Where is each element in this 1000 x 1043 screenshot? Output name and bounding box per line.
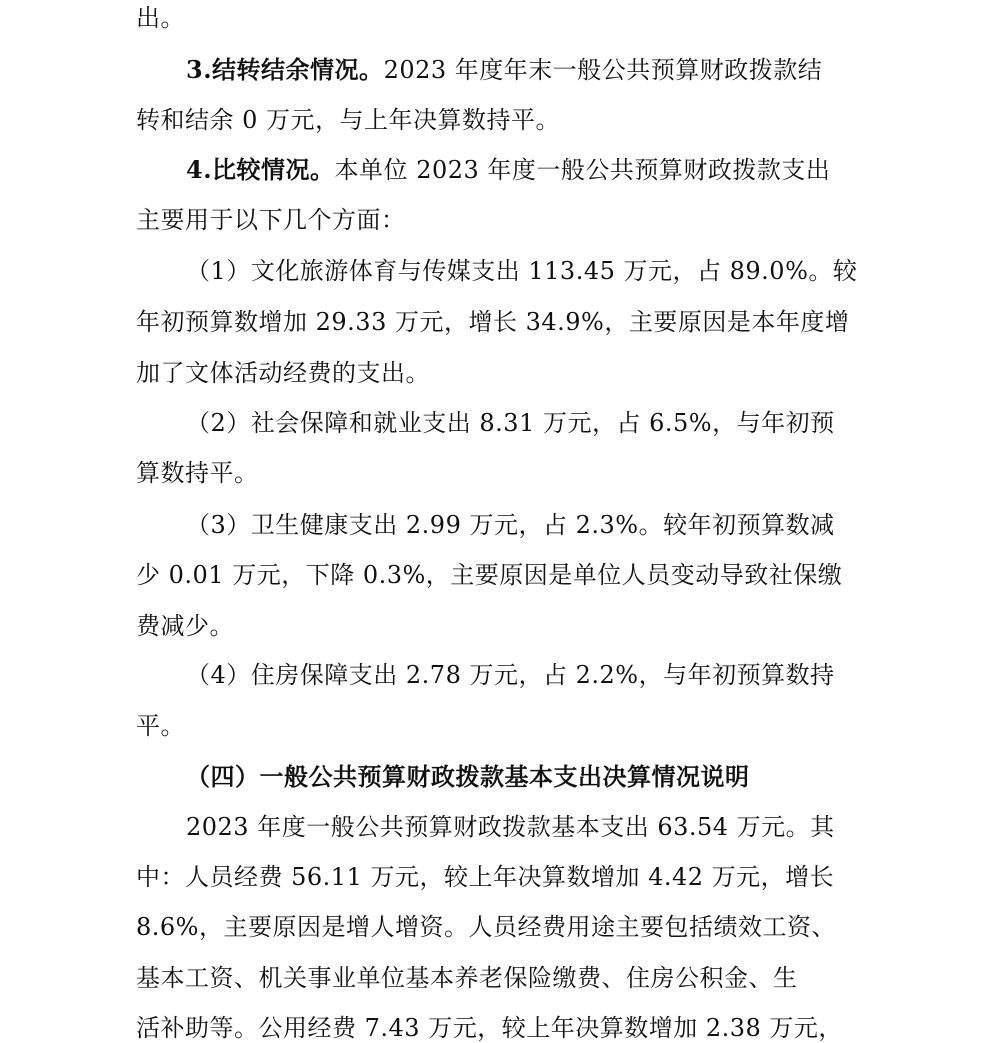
paragraph-text: 2023 年度年末一般公共预算财政拨款结 <box>383 56 823 84</box>
paragraph-line: （2）社会保障和就业支出 8.31 万元，占 6.5%，与年初预 <box>186 409 835 437</box>
section-heading-inline: 3.结转结余情况。 <box>186 55 384 84</box>
paragraph-line: 中：人员经费 56.11 万元，较上年决算数增加 4.42 万元，增长 <box>136 863 835 891</box>
paragraph-line: 基本工资、机关事业单位基本养老保险缴费、住房公积金、生 <box>136 964 798 992</box>
paragraph-line <box>186 155 830 185</box>
paragraph-line: （4）住房保障支出 2.78 万元，占 2.2%，与年初预算数持 <box>186 661 835 689</box>
paragraph-line: 费减少。 <box>136 612 234 640</box>
paragraph-line: 加了文体活动经费的支出。 <box>136 359 430 387</box>
section-heading-inline: 4.比较情况。 <box>186 155 335 184</box>
paragraph-line: 活补助等。公用经费 7.43 万元，较上年决算数增加 2.38 万元， <box>136 1014 843 1042</box>
paragraph-line: 8.6%，主要原因是增人增资。人员经费用途主要包括绩效工资、 <box>136 913 836 941</box>
paragraph-line: 平。 <box>136 712 185 740</box>
paragraph-line: 出。 <box>136 4 185 32</box>
paragraph-line: 少 0.01 万元，下降 0.3%，主要原因是单位人员变动导致社保缴 <box>136 561 843 589</box>
paragraph-line: 主要用于以下几个方面： <box>136 206 406 234</box>
paragraph-line: 转和结余 0 万元，与上年决算数持平。 <box>136 106 561 134</box>
paragraph-line: （1）文化旅游体育与传媒支出 113.45 万元，占 89.0%。较 <box>186 257 858 285</box>
paragraph-line: 2023 年度一般公共预算财政拨款基本支出 63.54 万元。其 <box>186 813 835 841</box>
paragraph-text: 本单位 2023 年度一般公共预算财政拨款支出 <box>334 156 831 184</box>
paragraph-line: 年初预算数增加 29.33 万元，增长 34.9%，主要原因是本年度增 <box>136 308 850 336</box>
section-heading: （四）一般公共预算财政拨款基本支出决算情况说明 <box>186 763 750 791</box>
paragraph-line: （3）卫生健康支出 2.99 万元，占 2.3%。较年初预算数减 <box>186 511 835 539</box>
paragraph-line: 算数持平。 <box>136 459 259 487</box>
paragraph-line <box>186 55 822 85</box>
